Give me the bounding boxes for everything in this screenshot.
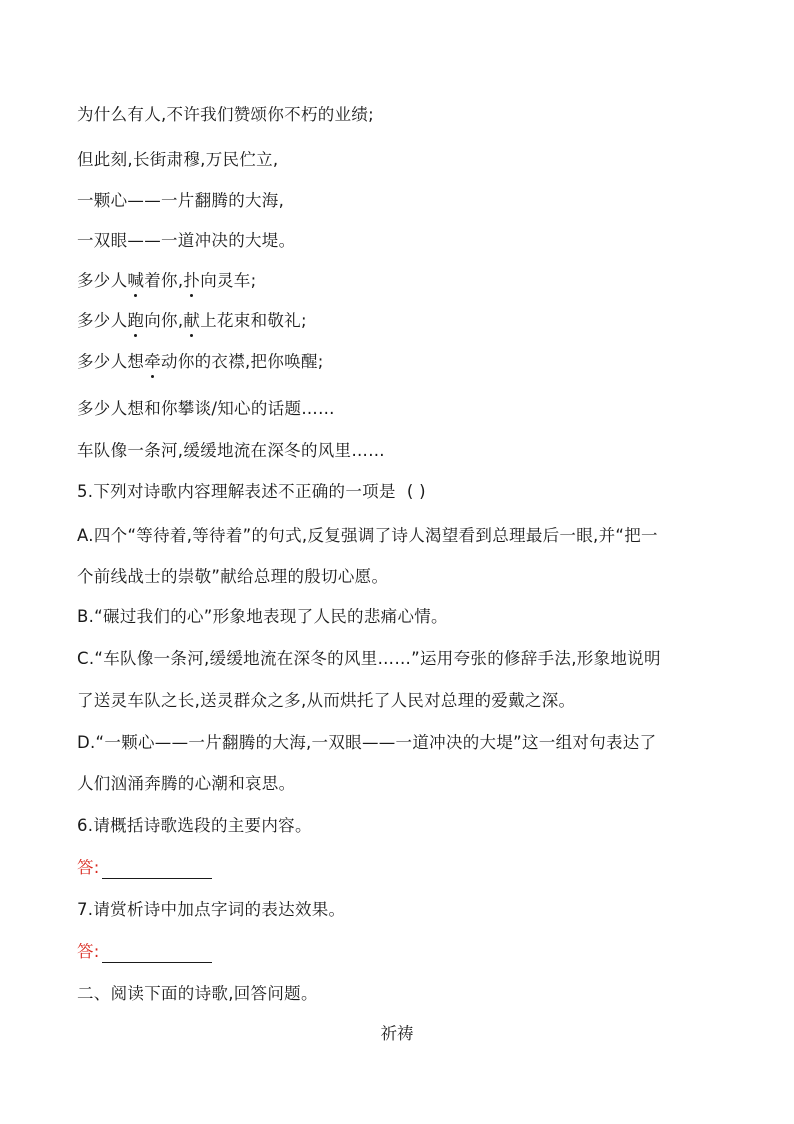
answer-label: 答: <box>77 858 100 877</box>
poem-line-2: 但此刻,长街肃穆,万民伫立, <box>77 150 279 169</box>
emphasis-dot-word: 牵 <box>144 352 162 371</box>
question-7-stem: 7.请赏析诗中加点字词的表达效果。 <box>77 900 346 919</box>
answer-parentheses: ( ) <box>406 482 426 501</box>
poem-line-9: 车队像一条河,缓缓地流在深冬的风里…… <box>77 441 385 460</box>
emphasis-dot-word: 献 <box>183 311 201 330</box>
option-b: B.“碾过我们的心”形象地表现了人民的悲痛心情。 <box>77 607 448 626</box>
section-2-heading: 二、阅读下面的诗歌,回答问题。 <box>77 984 318 1003</box>
poem-title: 祈祷 <box>380 1024 414 1043</box>
poem-line-8: 多少人想和你攀谈/知心的话题…… <box>77 399 335 418</box>
poem-line-7: 多少人想牵动你的衣襟,把你唤醒; <box>77 352 324 371</box>
poem-line-6: 多少人跑向你,献上花束和敬礼; <box>77 311 307 330</box>
option-a-line-2: 个前线战士的崇敬”献给总理的殷切心愿。 <box>77 567 389 586</box>
option-d-line-2: 人们汹涌奔腾的心潮和哀思。 <box>77 774 296 793</box>
poem-line-4: 一双眼——一道冲决的大堤。 <box>77 231 296 250</box>
poem-line-1: 为什么有人,不许我们赞颂你不朽的业绩; <box>77 105 375 124</box>
emphasis-dot-word: 跑 <box>127 311 145 330</box>
question-6-answer <box>77 857 212 879</box>
option-c-line-2: 了送灵车队之长,送灵群众之多,从而烘托了人民对总理的爱戴之深。 <box>77 691 576 710</box>
question-7-answer <box>77 941 212 963</box>
question-6-stem: 6.请概括诗歌选段的主要内容。 <box>77 816 312 835</box>
option-d-line-1: D.“一颗心——一片翻腾的大海,一双眼——一道冲决的大堤”这一组对句表达了 <box>77 733 657 752</box>
poem-line-5: 多少人喊着你,扑向灵车; <box>77 271 257 290</box>
question-5-stem: 5.下列对诗歌内容理解表述不正确的一项是 ( ) <box>77 482 426 501</box>
option-c-line-1: C.“车队像一条河,缓缓地流在深冬的风里……”运用夸张的修辞手法,形象地说明 <box>77 649 661 668</box>
emphasis-dot-word: 扑 <box>183 271 201 290</box>
emphasis-dot-word: 喊 <box>127 271 145 290</box>
answer-blank[interactable] <box>102 944 212 963</box>
option-a-line-1: A.四个“等待着,等待着”的句式,反复强调了诗人渴望看到总理最后一眼,并“把一 <box>77 526 658 545</box>
answer-label: 答: <box>77 942 100 961</box>
answer-blank[interactable] <box>102 860 212 879</box>
poem-line-3: 一颗心——一片翻腾的大海, <box>77 191 285 210</box>
